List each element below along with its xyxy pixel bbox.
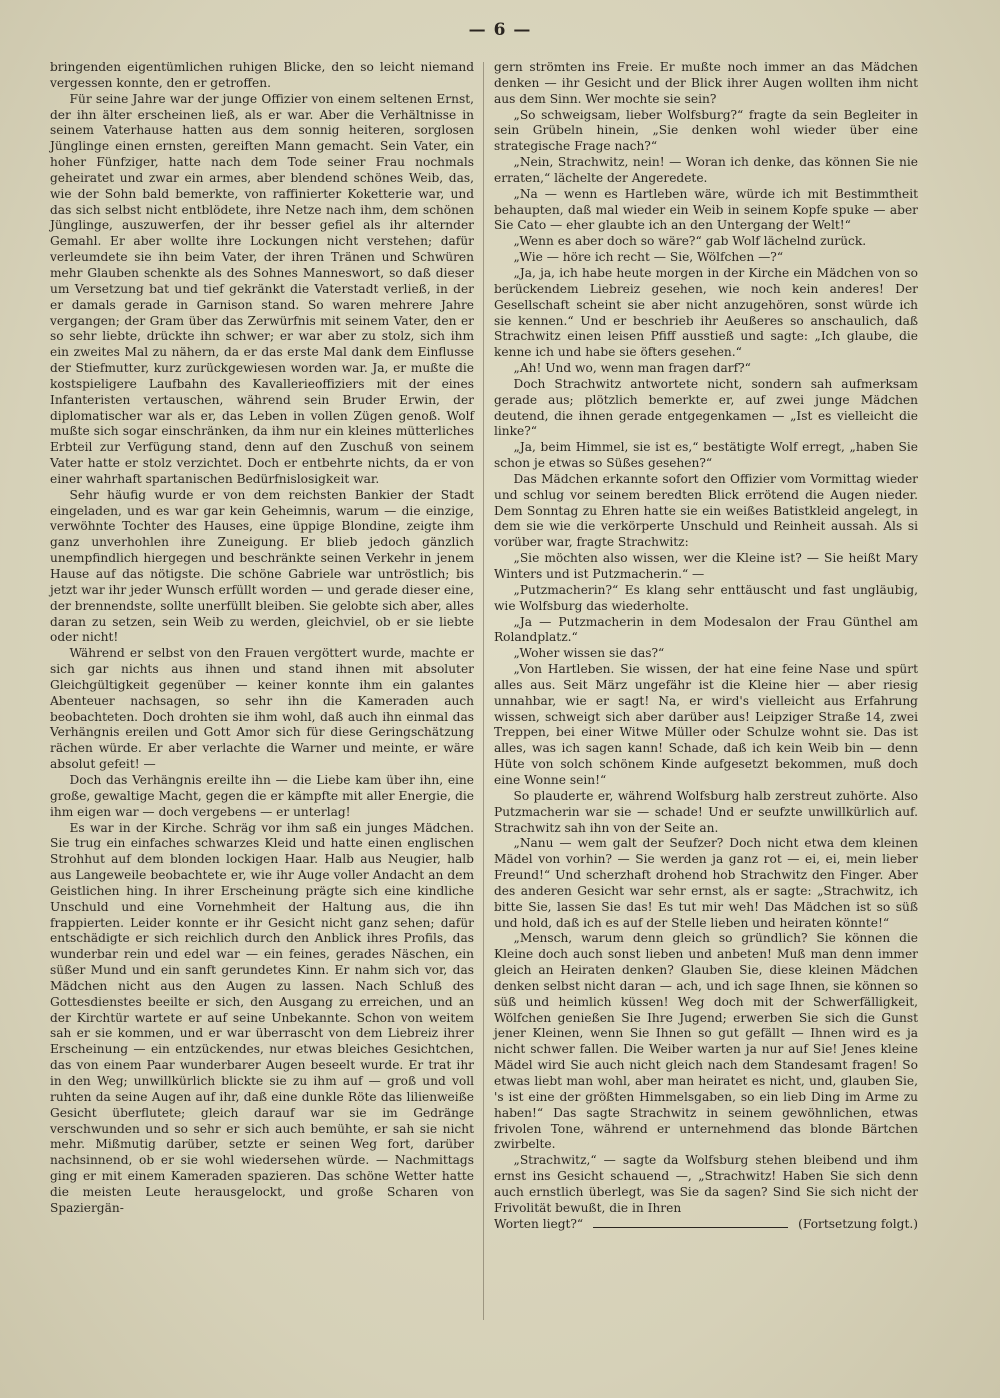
paragraph: Für seine Jahre war der junge Offizier von einem seltenen Ernst, der ihn älter erscheinen ließ, als er war. Aber die Verhältnisse in seinem Vaterhause hatten aus dem sonnig heiteren, sorglosen Jünglinge einen ernsten, gereiften Mann gemacht. Sein Vater, ein hoher Fünfziger, hatte nach dem Tode seiner Frau nochmals geheiratet und zwar ein armes, aber blendend schönes Weib, das, wie der Sohn bald bemerkte, von raffinierter Koketterie war, und das sich selbst nicht entblödete, ihre Netze nach ihm, dem schönen Jünglinge, auszuwerfen, der ihr besser gefiel als ihr alternder Gemahl. Er aber wollte ihre Lockungen nicht verstehen; dafür verleumdete sie ihn beim Vater, der ihren Tränen und Schwüren mehr Glauben schenkte als des Sohnes Manneswort, so daß dieser um Versetzung bat und tief gekränkt die Vaterstadt verließ, in der er damals gerade in Garnison stand. So waren mehrere Jahre vergangen; der Gram über das Zerwürfnis mit seinem Vater, den er so sehr liebte, drückte ihn schwer; er war aber zu stolz, sich ihm ein zweites Mal zu nähern, da er das erste Mal dank dem Einflusse der Stiefmutter, kurz zurückgewiesen worden war. Ja, er mußte die kostspieligere Laufbahn des Kavallerieoffiziers mit der eines Infanteristen vertauschen, während sein Bruder Erwin, der diplomatischer war als er, das Leben in vollen Zügen genoß. Wolf mußte sich sogar einschränken, da ihm nur ein kleines mütterliches Erbteil zur Verfügung stand, denn auf den Zuschuß von seinem Vater hatte er stolz verzichtet. Doch er entbehrte nichts, da er von einer wahrhaft spartanischen Bedürfnislosigkeit war. <box>50 91 474 486</box>
page-number: — 6 — <box>468 20 532 40</box>
paragraph: Doch Strachwitz antwortete nicht, sondern sah aufmerksam gerade aus; plötzlich bemerkte er, auf zwei junge Mädchen deutend, die ihnen gerade entgegenkamen — „Ist es vielleicht die linke?“ <box>494 376 918 439</box>
right-column <box>494 60 918 1232</box>
paragraph: Doch das Verhängnis ereilte ihn — die Liebe kam über ihn, eine große, gewaltige Macht, gegen die er kämpfte mit aller Energie, die ihm eigen war — doch vergebens — er unterlag! <box>50 772 474 819</box>
paragraph: Sehr häufig wurde er von dem reichsten Bankier der Stadt eingeladen, und es war gar kein Geheimnis, warum — die einzige, verwöhnte Tochter des Hauses, eine üppige Blondine, zeigte ihm ganz unverhohlen ihre Zuneigung. Er blieb jedoch gänzlich unempfindlich hiergegen und beschränkte seinen Verkehr in jenem Hause auf das nötigste. Die schöne Gabriele war untröstlich; bis jetzt war ihr jeder Wunsch erfüllt worden — und gerade dieser eine, der brennendste, sollte unerfüllt bleiben. Sie gelobte sich aber, alles daran zu setzen, sein Weib zu werden, gleichviel, ob er sie liebte oder nicht! <box>50 487 474 645</box>
paragraph: „Wie — höre ich recht — Sie, Wölfchen —?“ <box>513 250 784 265</box>
paragraph: „Ah! Und wo, wenn man fragen darf?“ <box>513 361 751 376</box>
paragraph: „Ja — Putzmacherin in dem Modesalon der Frau Günthel am Rolandplatz.“ <box>494 614 918 645</box>
paragraph: „Wenn es aber doch so wäre?“ gab Wolf lächelnd zurück. <box>513 234 867 249</box>
paragraph: gern strömten ins Freie. Er mußte noch immer an das Mädchen denken — ihr Gesicht und der Blick ihrer Augen wollten ihm nicht aus dem Sinn. Wer mochte sie sein? <box>494 60 918 106</box>
left-column <box>50 60 474 1217</box>
paragraph: Das Mädchen erkannte sofort den Offizier vom Vormittag wieder und schlug vor seinem beredten Blick errötend die Augen nieder. Dem Sonntag zu Ehren hatte sie ein weißes Batistkleid angelegt, in dem sie wie die verkörperte Unschuld und Reinheit aussah. Als si vorüber war, fragte Strachwitz: <box>494 471 918 550</box>
paragraph: „Von Hartleben. Sie wissen, der hat eine feine Nase und spürt alles aus. Seit März ungefähr ist die Kleine hier — aber riesig unnahbar, wie er sagt! Na, er wird's vielleicht aus Erfahrung wissen, schweigt sich aber darüber aus! Leipziger Straße 14, zwei Treppen, bei einer Witwe Müller oder Schulze wohnt sie. Das ist alles, was ich sagen kann! Schade, daß ich kein Weib bin — denn Hüte von solch schönem Kinde aufgesetzt bekommen, muß doch eine Wonne sein!“ <box>494 662 918 787</box>
paragraph: „Mensch, warum denn gleich so gründlich? Sie können die Kleine doch auch sonst lieben und anbeten! Muß man denn immer gleich an Heiraten denken? Glauben Sie, diese kleinen Mädchen denken selbst nicht daran — ach, und ich sage Ihnen, sie können so süß und heimlich küssen! Weg doch mit der Schwerfälligkeit, Wölfchen genießen Sie Ihre Jugend; erwerben Sie sich die Gunst jener Kleinen, wenn Sie Ihnen so gut gefällt — Ihnen wird es ja nicht schwer fallen. Die Weiber warten ja nur auf Sie! Jenes kleine Mädel wird Sie auch nicht gleich nach dem Standesamt fragen! So etwas liebt man wohl, aber man heiratet es nicht, und, glauben Sie, 's ist eine der größten Himmelsgaben, so ein lieb Ding im Arme zu haben!“ Das sagte Strachwitz in seinem gewöhnlichen, etwas frivolen Tone, während er unternehmend das blonde Bärtchen zwirbelte. <box>494 931 918 1152</box>
paragraph: „Na — wenn es Hartleben wäre, würde ich mit Bestimmtheit behaupten, daß mal wieder ein Weib in seinem Kopfe spuke — aber Sie Cato — eher glaubte ich an den Untergang der Welt!“ <box>494 186 918 233</box>
paragraph: „Putzmacherin?“ Es klang sehr enttäuscht und fast ungläubig, wie Wolfsburg das wiederholte. <box>494 582 918 613</box>
paragraph: Während er selbst von den Frauen vergöttert wurde, machte er sich gar nichts aus ihnen und stand ihnen mit absoluter Gleichgültigkeit gegenüber — keiner konnte ihm ein galantes Abenteuer nachsagen, so sehr ihn die Kameraden auch beobachteten. Doch drohten sie ihm wohl, daß auch ihn einmal das Verhängnis ereilen und Gott Amor sich für diese Geringschätzung rächen würde. Er aber verlachte die Warner und meinte, er wäre absolut gefeit! — <box>50 646 474 772</box>
paragraph: „Strachwitz,“ — sagte da Wolfsburg stehen bleibend und ihm ernst ins Gesicht schauend —, „Strachwitz! Haben Sie sich denn auch ernstlich überlegt, was Sie da sagen? Sind Sie sich nicht der Frivolität bewußt, die in Ihren <box>494 1153 918 1215</box>
paragraph: „Ja, ja, ich habe heute morgen in der Kirche ein Mädchen von so berückendem Liebreiz gesehen, wie noch kein anderes! Der Gesellschaft scheint sie aber nicht anzugehören, sonst würde ich sie kennen.“ Und er beschrieb ihr Aeußeres so anschaulich, daß Strachwitz einen leisen Pfiff ausstieß und sagte: „Ich glaube, die kenne ich und habe sie öfters gesehen.“ <box>494 265 918 360</box>
closing-rule <box>593 1227 788 1228</box>
continued-note: (Fortsetzung folgt.) <box>798 1216 918 1231</box>
paragraph: „So schweigsam, lieber Wolfsburg?“ fragte da sein Begleiter in sein Grübeln hinein, „Sie denken wohl wieder über eine strategische Frage nach?“ <box>494 107 918 154</box>
closing-words: Worten liegt?“ <box>494 1216 584 1231</box>
paragraph: So plauderte er, während Wolfsburg halb zerstreut zuhörte. Also Putzmacherin war sie — schade! Und er seufzte unwillkürlich auf. Strachwitz sah ihn von der Seite an. <box>494 788 918 835</box>
paragraph: „Woher wissen sie das?“ <box>513 646 665 661</box>
closing-line <box>494 1217 918 1233</box>
paragraph: bringenden eigentümlichen ruhigen Blicke, den so leicht niemand vergessen konnte, den er getroffen. <box>50 60 474 90</box>
paragraph: „Ja, beim Himmel, sie ist es,“ bestätigte Wolf erregt, „haben Sie schon je etwas so Süßes gesehen?“ <box>494 440 918 471</box>
paragraph: „Sie möchten also wissen, wer die Kleine ist? — Sie heißt Mary Winters und ist Putzmacherin.“ — <box>494 551 918 581</box>
paragraph: „Nanu — wem galt der Seufzer? Doch nicht etwa dem kleinen Mädel von vorhin? — Sie werden ja ganz rot — ei, ei, mein lieber Freund!“ Und scherzhaft drohend hob Strachwitz den Finger. Aber des anderen Gesicht war sehr ernst, als er sagte: „Strachwitz, ich bitte Sie, lassen Sie das! Es tut mir weh! Das Mädchen ist so süß und hold, daß ich es auf der Stelle lieben und heiraten könnte!“ <box>494 836 918 930</box>
paragraph: Es war in der Kirche. Schräg vor ihm saß ein junges Mädchen. Sie trug ein einfaches schwarzes Kleid und hatte einen englischen Strohhut auf dem blonden lockigen Haar. Halb aus Neugier, halb aus Langeweile beobachtete er, wie ihr Auge voller Andacht an dem Geistlichen hing. In ihrer Erscheinung prägte sich eine kindliche Unschuld und eine Vornehmheit der Haltung aus, die ihn frappierten. Leider konnte er ihr Gesicht nicht ganz sehen; dafür entschädigte er sich reichlich durch den Anblick ihres Profils, das wunderbar rein und edel war — ein feines, gerades Näschen, ein süßer Mund und ein sanft gerundetes Kinn. Er nahm sich vor, das Mädchen nicht aus den Augen zu lassen. Nach Schluß des Gottesdienstes beeilte er sich, den Ausgang zu erreichen, und an der Kirchtür wartete er auf seine Unbekannte. Schon von weitem sah er sie kommen, und er war überrascht von dem Liebreiz ihrer Erscheinung — ein entzückendes, nur etwas bleiches Gesichtchen, das von einem Paar wunderbarer Augen beseelt wurde. Er trat ihr in den Weg; unwillkürlich blickte sie zu ihm auf — groß und voll ruhten da seine Augen auf ihr, daß eine dunkle Röte das lilienweiße Gesicht überflutete; gleich darauf war sie im Gedränge verschwunden und so sehr er sich auch bemühte, er sah sie nicht mehr. Mißmutig darüber, setzte er seinen Weg fort, darüber nachsinnend, ob er sie wohl wiedersehen würde. — Nachmittags ging er mit einem Kameraden spazieren. Das schöne Wetter hatte die meisten Leute herausgelockt, und große Scharen von Spaziergän- <box>50 820 474 1215</box>
paragraph: „Nein, Strachwitz, nein! — Woran ich denke, das können Sie nie erraten,“ lächelte der Angeredete. <box>494 155 918 185</box>
column-divider <box>483 62 484 1320</box>
